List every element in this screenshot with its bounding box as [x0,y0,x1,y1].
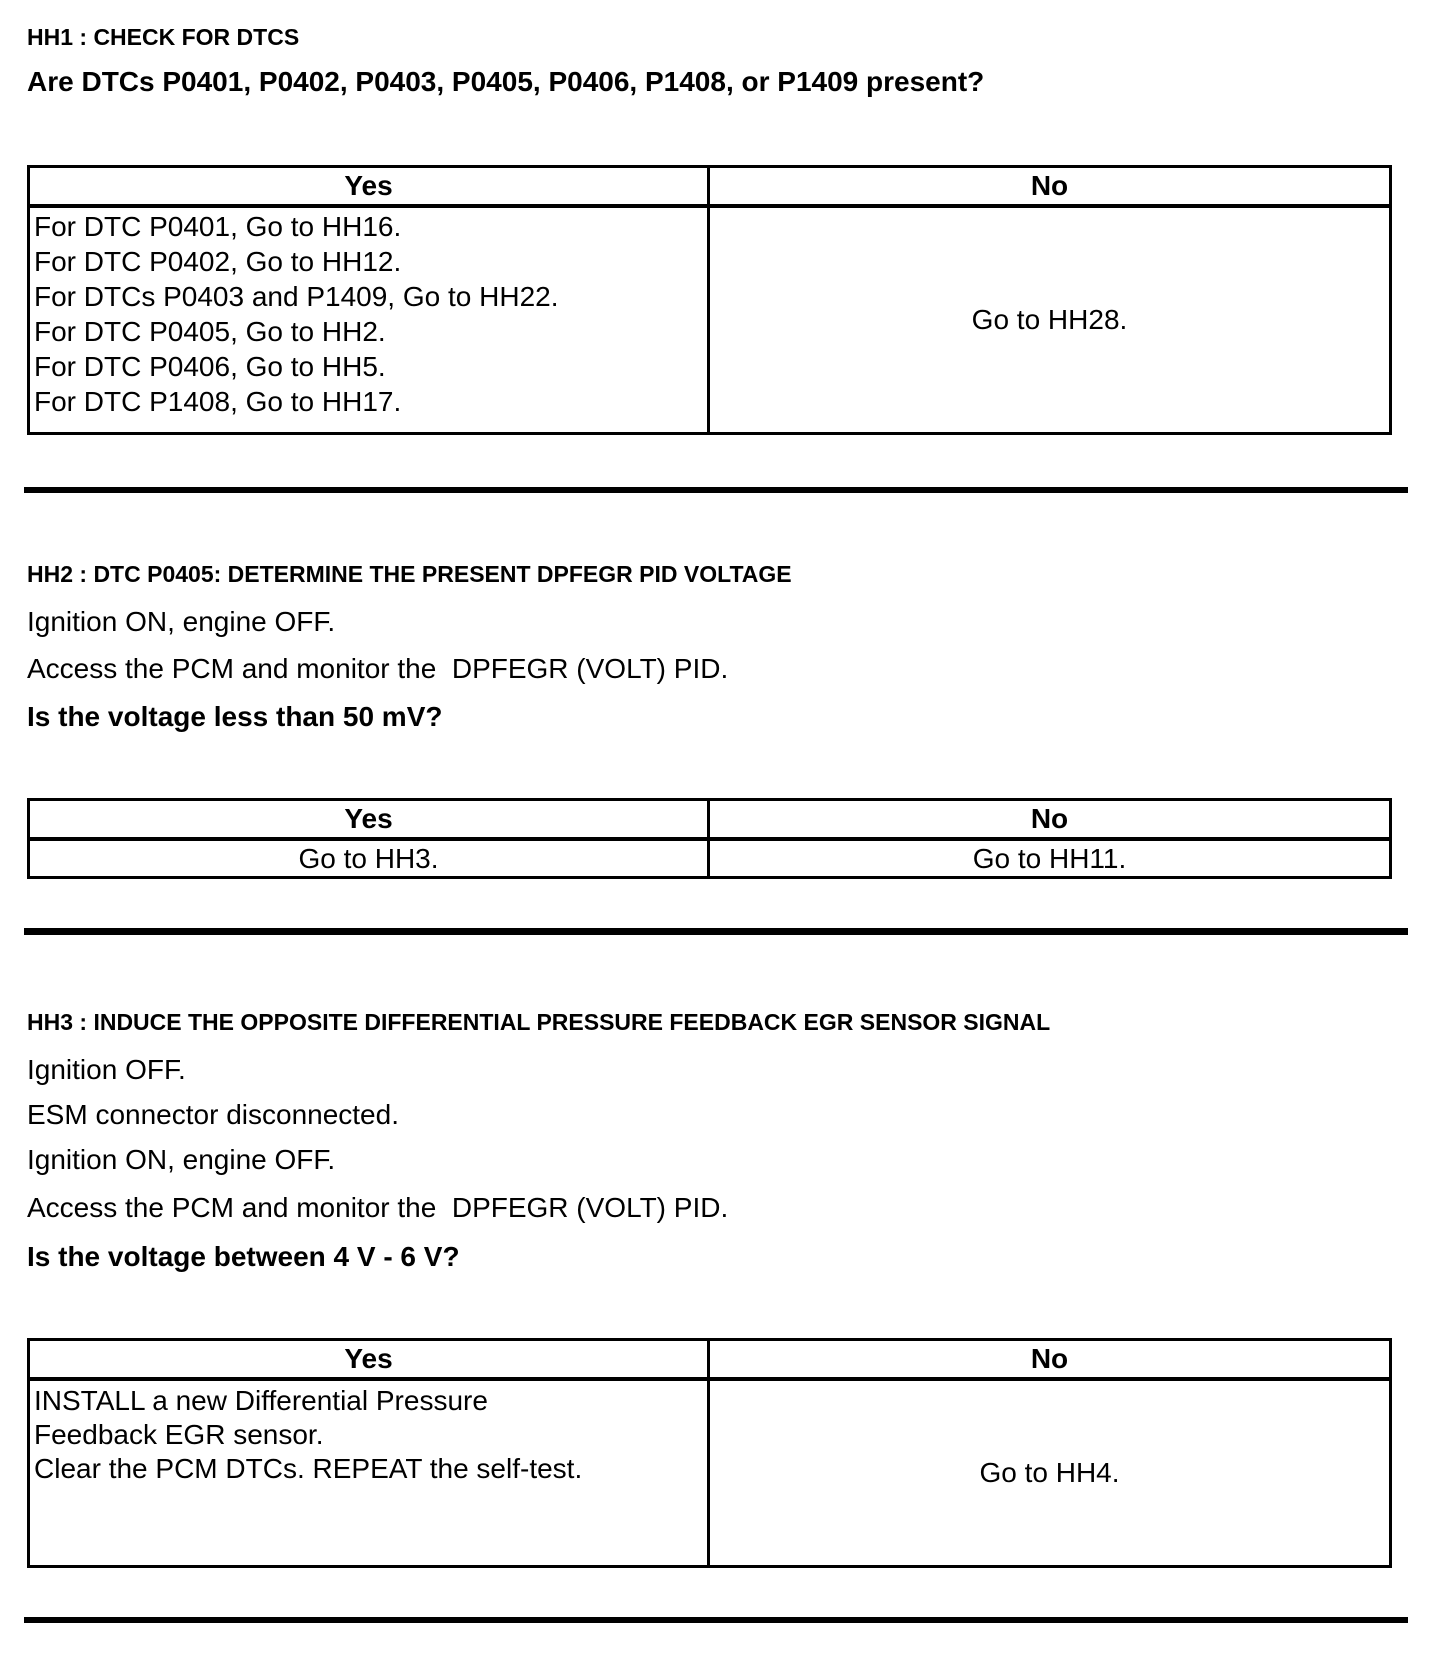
section-divider [24,1617,1408,1623]
no-column-header: No [1030,803,1069,834]
section-hh2-question: Is the voltage less than 50 mV? [27,701,443,732]
yes-result-line: INSTALL a new Differential Pressure [34,1385,488,1416]
section-divider [24,928,1408,935]
no-column-header: No [1030,1343,1069,1374]
section-hh1-question: Are DTCs P0401, P0402, P0403, P0405, P0406, P1408, or P1409 present? [27,66,985,97]
table-body-row [30,208,1389,432]
table-header-row [30,168,1389,208]
no-result-cell: Go to HH11. [972,842,1127,874]
yes-result-line: For DTC P0406, Go to HH5. [34,351,386,382]
yes-result-line: For DTC P0402, Go to HH12. [34,246,402,277]
yes-result-cell [30,208,710,432]
yes-result-line: Clear the PCM DTCs. REPEAT the self-test. [34,1453,583,1484]
section-hh3-question: Is the voltage between 4 V - 6 V? [27,1241,460,1272]
section-hh2-decision-table [27,798,1392,879]
yes-result-line: For DTC P0405, Go to HH2. [34,316,386,347]
no-column-header: No [1030,170,1069,201]
procedure-step: Access the PCM and monitor the DPFEGR (VOLT) PID. [27,1192,729,1223]
procedure-step: ESM connector disconnected. [27,1099,399,1130]
section-hh2-title: HH2 : DTC P0405: DETERMINE THE PRESENT DPFEGR PID VOLTAGE [27,561,792,587]
table-header-row [30,801,1389,841]
yes-column-header: Yes [30,168,710,204]
section-hh1-decision-table [27,165,1392,435]
yes-column-header: Yes [30,801,710,837]
procedure-step: Ignition ON, engine OFF. [27,606,336,637]
yes-result-line: For DTCs P0403 and P1409, Go to HH22. [34,281,559,312]
section-hh3-title: HH3 : INDUCE THE OPPOSITE DIFFERENTIAL PRESSURE FEEDBACK EGR SENSOR SIGNAL [27,1009,1051,1035]
yes-result-line: For DTC P0401, Go to HH16. [34,211,402,242]
section-divider [24,487,1408,493]
section-hh1-title: HH1 : CHECK FOR DTCS [27,24,300,50]
procedure-step: Ignition OFF. [27,1054,186,1085]
no-result-cell: Go to HH4. [979,1457,1120,1488]
table-body-row [30,1381,1389,1565]
yes-result-cell [30,1381,710,1565]
table-body-row [30,841,1389,876]
yes-result-cell: Go to HH3. [30,841,710,876]
procedure-step: Access the PCM and monitor the DPFEGR (VOLT) PID. [27,653,729,684]
section-hh3-decision-table [27,1338,1392,1568]
yes-result-line: For DTC P1408, Go to HH17. [34,386,402,417]
yes-column-header: Yes [30,1341,710,1377]
yes-result-line: Feedback EGR sensor. [34,1419,324,1450]
procedure-step: Ignition ON, engine OFF. [27,1144,336,1175]
no-result-cell: Go to HH28. [971,304,1128,335]
table-header-row [30,1341,1389,1381]
